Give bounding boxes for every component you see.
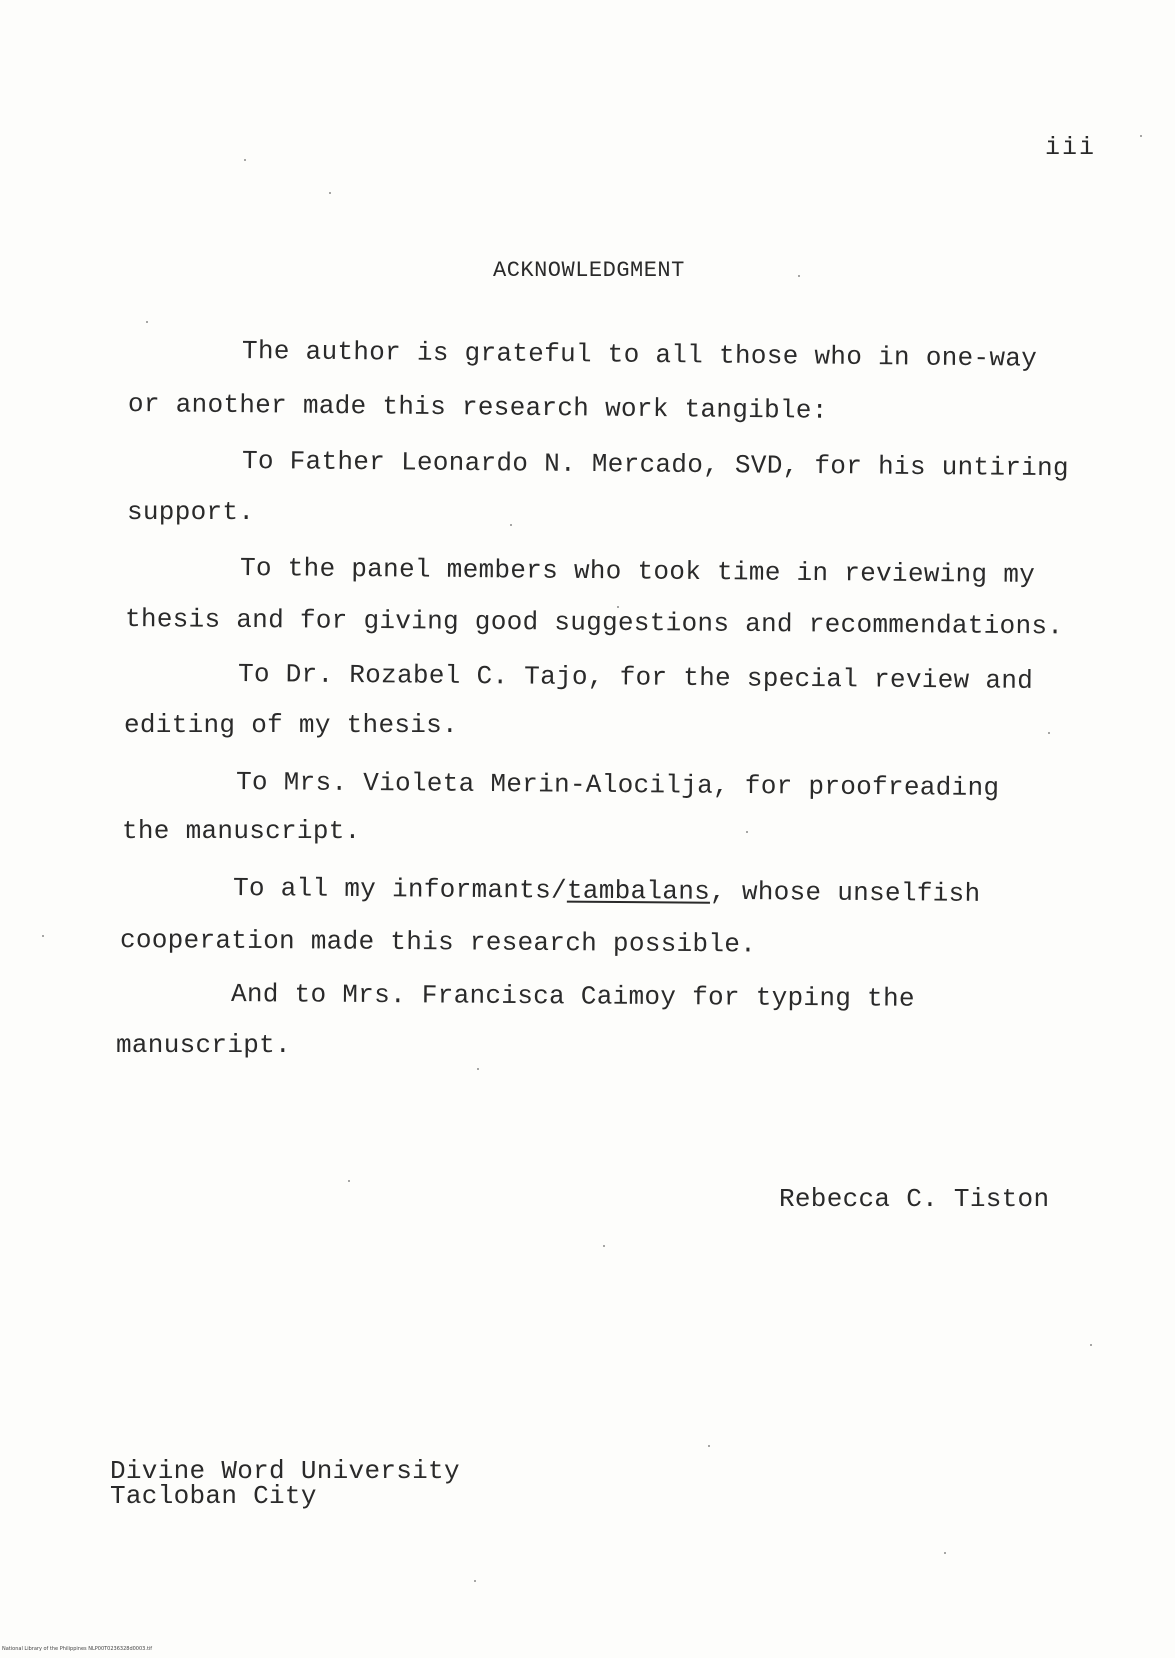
scan-speck (329, 192, 331, 194)
scan-speck (348, 1180, 350, 1182)
scan-speck (603, 1245, 605, 1247)
scan-speck (1048, 732, 1050, 734)
scan-speck (944, 1552, 946, 1554)
paragraph-2-line-2: support. (127, 497, 255, 527)
scan-speck (798, 275, 800, 277)
scan-speck (1090, 1344, 1092, 1346)
scan-speck (746, 831, 748, 833)
page-number: iii (1045, 133, 1097, 162)
paragraph-2-line-1: To Father Leonardo N. Mercado, SVD, for his untiring (241, 446, 1070, 484)
paragraph-5-line-2: the manuscript. (122, 816, 361, 846)
paragraph-5-line-1: To Mrs. Violeta Merin-Alocilja, for proofreading (235, 767, 1000, 803)
scan-speck (708, 1445, 710, 1447)
page-title: ACKNOWLEDGMENT (493, 258, 685, 283)
signature-name: Rebecca C. Tiston (779, 1184, 1050, 1214)
address-line-2: Tacloban City (110, 1481, 317, 1511)
paragraph-1-line-2: or another made this research work tangible: (127, 389, 828, 426)
paragraph-6-text-end: , whose unselfish (709, 876, 981, 909)
scan-speck (244, 159, 246, 161)
scan-speck (477, 1068, 479, 1070)
address-line-1: Divine Word University (110, 1456, 460, 1486)
paragraph-3-line-2: thesis and for giving good suggestions and recommendations. (124, 604, 1064, 642)
scan-speck (474, 1580, 476, 1582)
paragraph-6-line-1 (233, 873, 981, 909)
paragraph-6-text-start: To all my informants/ (232, 873, 568, 906)
scan-footer: National Library of the Philippines NLP00T0236328d0003.tif (2, 1646, 153, 1652)
paragraph-3-line-1: To the panel members who took time in reviewing my (239, 553, 1036, 590)
paragraph-4-line-1: To Dr. Rozabel C. Tajo, for the special review and (237, 659, 1034, 696)
scan-speck (146, 321, 148, 323)
paragraph-4-line-2: editing of my thesis. (124, 710, 458, 740)
paragraph-7-line-1: And to Mrs. Francisca Caimoy for typing the (230, 979, 915, 1014)
scan-speck (42, 935, 44, 937)
paragraph-6-line-2: cooperation made this research possible. (119, 925, 757, 960)
scan-speck (1140, 135, 1142, 137)
scan-speck (510, 524, 512, 526)
paragraph-1-line-1: The author is grateful to all those who in one-way (241, 336, 1038, 374)
paragraph-7-line-2: manuscript. (116, 1030, 291, 1060)
underlined-term-tambalans: tambalans (566, 875, 711, 907)
